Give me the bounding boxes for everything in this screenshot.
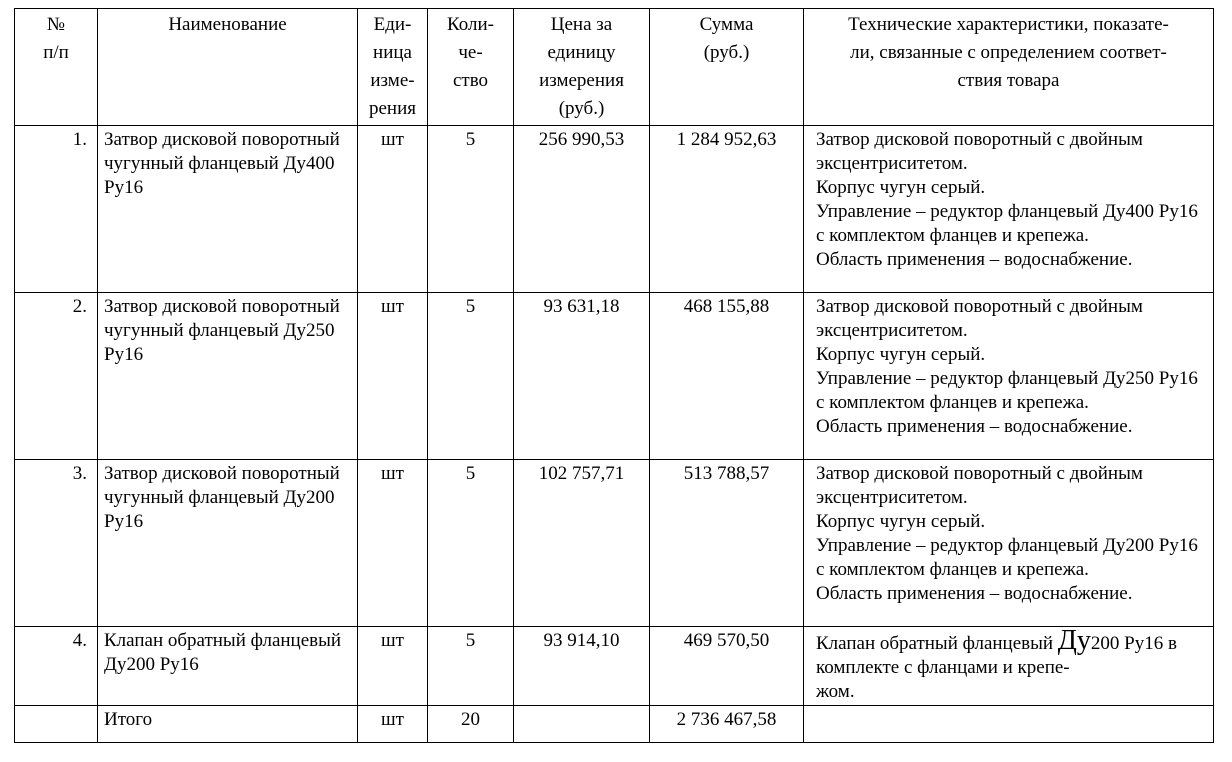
row-name: Затвор дисковой поворотный чугунный фланцевый Ду250 Ру16 [98,293,358,460]
total-price [514,706,650,743]
header-unit: Еди- ница изме- рения [358,9,428,126]
spec-line: Затвор дисковой поворотный с двойным эксцентриситетом. [816,129,1143,174]
header-qty: Коли- че- ство [428,9,514,126]
spec-line: Затвор дисковой поворотный с двойным эксцентриситетом. [816,296,1143,341]
header-specs: Технические характеристики, показате- ли, связанные с определением соответ- ствия товара [804,9,1214,126]
spec-line: Область применения – водоснабжение. [816,416,1133,437]
row-specs [804,126,1214,293]
total-qty: 20 [428,706,514,743]
document-page [14,8,1214,743]
spec-line: Область применения – водоснабжение. [816,583,1133,604]
row-qty: 5 [428,627,514,706]
spec-text-pre: Клапан обратный фланцевый [816,633,1058,654]
header-num: № п/п [15,9,98,126]
total-num [15,706,98,743]
spec-line: Корпус чугун серый. [816,177,986,198]
row-name: Затвор дисковой поворотный чугунный фланцевый Ду200 Ру16 [98,460,358,627]
row-price: 256 990,53 [514,126,650,293]
total-row [15,706,1214,743]
total-specs [804,706,1214,743]
row-specs [804,293,1214,460]
header-price: Цена за единицу измерения (руб.) [514,9,650,126]
total-unit: шт [358,706,428,743]
row-qty: 5 [428,293,514,460]
header-row [15,9,1214,126]
spec-text-post: 200 Ру16 в комплекте с фланцами и крепе- жом. [816,633,1177,702]
row-sum: 513 788,57 [650,460,804,627]
row-sum: 469 570,50 [650,627,804,706]
row-specs [804,627,1214,706]
row-price: 93 631,18 [514,293,650,460]
row-unit: шт [358,460,428,627]
spec-line: Затвор дисковой поворотный с двойным эксцентриситетом. [816,463,1143,508]
total-label: Итого [98,706,358,743]
spec-text-big: Ду [1057,626,1091,656]
spec-line: Управление – редуктор фланцевый Ду200 Ру16 с комплектом фланцев и крепежа. [816,535,1198,580]
row-sum: 1 284 952,63 [650,126,804,293]
row-num: 3. [15,460,98,627]
table-row [15,627,1214,706]
specification-table [14,8,1214,743]
spec-line: Управление – редуктор фланцевый Ду400 Ру16 с комплектом фланцев и крепежа. [816,201,1198,246]
row-unit: шт [358,627,428,706]
row-specs [804,460,1214,627]
row-unit: шт [358,293,428,460]
spec-line: Корпус чугун серый. [816,344,986,365]
header-sum: Сумма (руб.) [650,9,804,126]
row-name: Клапан обратный фланцевый Ду200 Ру16 [98,627,358,706]
row-unit: шт [358,126,428,293]
row-price: 102 757,71 [514,460,650,627]
spec-line: Корпус чугун серый. [816,511,986,532]
table-row [15,460,1214,627]
row-name: Затвор дисковой поворотный чугунный фланцевый Ду400 Ру16 [98,126,358,293]
total-sum: 2 736 467,58 [650,706,804,743]
table-row [15,293,1214,460]
header-name: Наименование [98,9,358,126]
row-sum: 468 155,88 [650,293,804,460]
spec-line: Управление – редуктор фланцевый Ду250 Ру16 с комплектом фланцев и крепежа. [816,368,1198,413]
row-num: 2. [15,293,98,460]
row-num: 1. [15,126,98,293]
spec-line: Область применения – водоснабжение. [816,249,1133,270]
table-row [15,126,1214,293]
row-qty: 5 [428,460,514,627]
row-qty: 5 [428,126,514,293]
row-price: 93 914,10 [514,627,650,706]
row-num: 4. [15,627,98,706]
